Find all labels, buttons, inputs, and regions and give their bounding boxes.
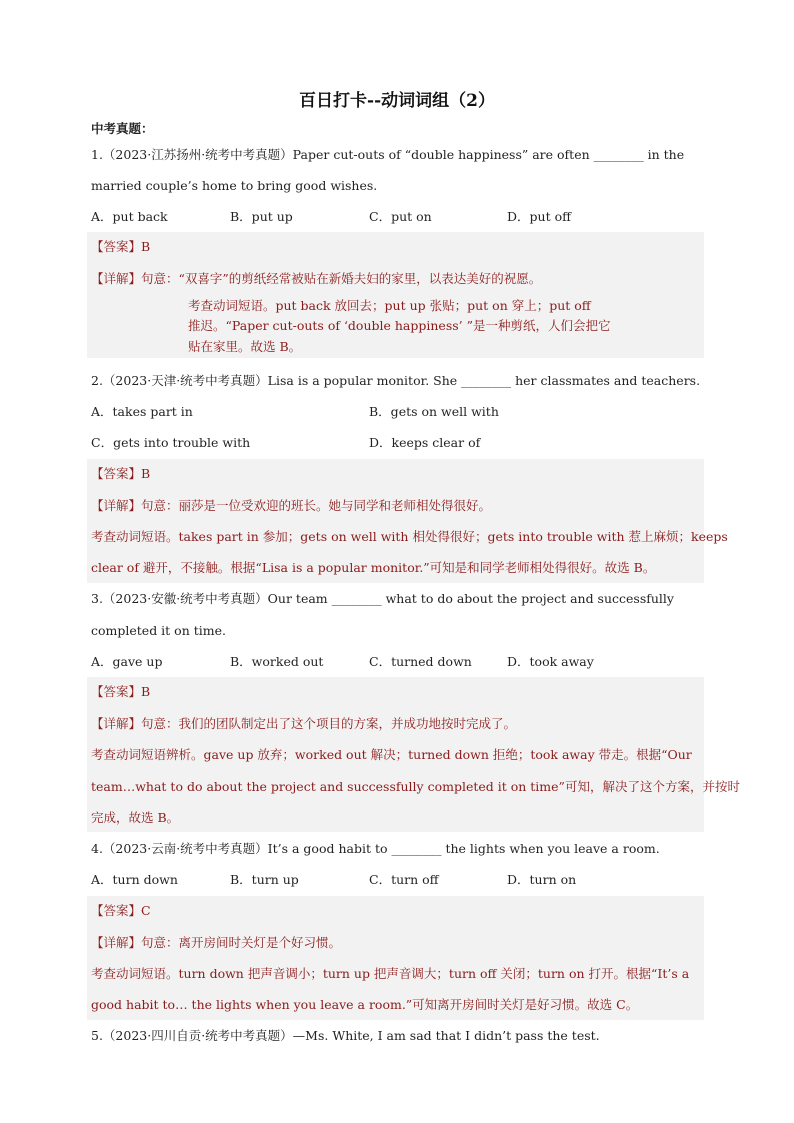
question-1-option-d: D．put off — [507, 209, 571, 224]
question-1-detail-line-1 — [91, 270, 541, 288]
question-1-detail-line-2: 考查动词短语。put back 放回去；put up 张贴；put on 穿上；put off — [188, 298, 591, 313]
question-4-detail-line-3: good habit to… the lights when you leave a room.”可知离开房间时关灯是好习惯。故选 C。 — [91, 997, 639, 1012]
question-3-option-a: A．gave up — [91, 654, 163, 669]
question-2-option-d: D．keeps clear of — [369, 435, 481, 450]
question-1-stem-line-2: married couple’s home to bring good wishes. — [91, 178, 378, 193]
section-label: 中考真题： — [91, 121, 154, 136]
question-2-detail-text-1: 句意：丽莎是一位受欢迎的班长。她与同学和老师相处得很好。 — [141, 498, 492, 513]
question-4-answer: 【答案】C — [91, 903, 151, 918]
question-3-detail-text-1: 句意：我们的团队制定出了这个项目的方案，并成功地按时完成了。 — [141, 716, 517, 731]
question-3-stem-line-1: 3.（2023·安徽·统考中考真题）Our team ________ what to do about the project and successfully — [91, 591, 674, 606]
question-3-detail-line-1 — [91, 715, 516, 733]
question-1-stem-line-1: 1.（2023·江苏扬州·统考中考真题）Paper cut-outs of “double happiness” are often ________ in the — [91, 147, 685, 162]
question-4-detail-line-2: 考查动词短语。turn down 把声音调小；turn up 把声音调大；turn off 关闭；turn on 打开。根据“It’s a — [91, 966, 690, 981]
question-2-option-b: B．gets on well with — [369, 404, 499, 419]
question-3-detail-line-2: 考查动词短语辨析。gave up 放弃；worked out 解决；turned down 拒绝；took away 带走。根据“Our — [91, 747, 692, 762]
question-2-detail-line-3: clear of 避开，不接触。根据“Lisa is a popular monitor.”可知是和同学老师相处得很好。故选 B。 — [91, 560, 656, 575]
question-3-option-d: D．took away — [507, 654, 594, 669]
question-1-option-a: A．put back — [91, 209, 168, 224]
question-1-detail-text-1: 句意：“双喜字”的剪纸经常被贴在新婚夫妇的家里，以表达美好的祝愿。 — [141, 271, 542, 286]
question-1-option-c: C．put on — [369, 209, 432, 224]
question-2-detail-label: 【详解】 — [91, 498, 142, 513]
question-3-answer: 【答案】B — [91, 684, 151, 699]
question-1-answer: 【答案】B — [91, 239, 151, 254]
question-1-detail-label: 【详解】 — [91, 271, 142, 286]
question-2-option-c: C．gets into trouble with — [91, 435, 251, 450]
question-3-option-c: C．turned down — [369, 654, 472, 669]
question-1-answer-band — [87, 232, 704, 358]
question-2-detail-line-1 — [91, 497, 491, 515]
question-2-option-a: A．takes part in — [91, 404, 193, 419]
question-5-stem-line-1: 5.（2023·四川自贡·统考中考真题）—Ms. White, I am sad that I didn’t pass the test. — [91, 1028, 600, 1043]
question-1-detail-line-3: 推迟。“Paper cut-outs of ‘double happiness’ ”是一种剪纸，人们会把它 — [188, 318, 611, 333]
question-4-option-a: A．turn down — [91, 872, 178, 887]
question-2-stem-line-1: 2.（2023·天津·统考中考真题）Lisa is a popular monitor. She ________ her classmates and teachers. — [91, 373, 701, 388]
question-3-detail-line-4: 完成，故选 B。 — [91, 810, 180, 825]
question-4-option-c: C．turn off — [369, 872, 439, 887]
question-4-detail-text-1: 句意：离开房间时关灯是个好习惯。 — [141, 935, 342, 950]
question-4-option-d: D．turn on — [507, 872, 577, 887]
question-1-detail-line-4: 贴在家里。故选 B。 — [188, 339, 302, 354]
question-4-option-b: B．turn up — [230, 872, 299, 887]
question-3-option-b: B．worked out — [230, 654, 324, 669]
question-2-detail-line-2: 考查动词短语。takes part in 参加；gets on well with 相处得很好；gets into trouble with 惹上麻烦；keeps — [91, 529, 728, 544]
question-1-option-b: B．put up — [230, 209, 293, 224]
question-2-answer: 【答案】B — [91, 466, 151, 481]
question-4-detail-label: 【详解】 — [91, 935, 142, 950]
question-3-detail-label: 【详解】 — [91, 716, 142, 731]
question-4-detail-line-1 — [91, 934, 341, 952]
page-title: 百日打卡--动词词组（2） — [299, 91, 495, 111]
question-3-stem-line-2: completed it on time. — [91, 623, 226, 638]
question-4-stem-line-1: 4.（2023·云南·统考中考真题）It’s a good habit to ________ the lights when you leave a room. — [91, 841, 660, 856]
question-3-detail-line-3: team…what to do about the project and successfully completed it on time”可知，解决了这个方案，并按时 — [91, 779, 740, 794]
